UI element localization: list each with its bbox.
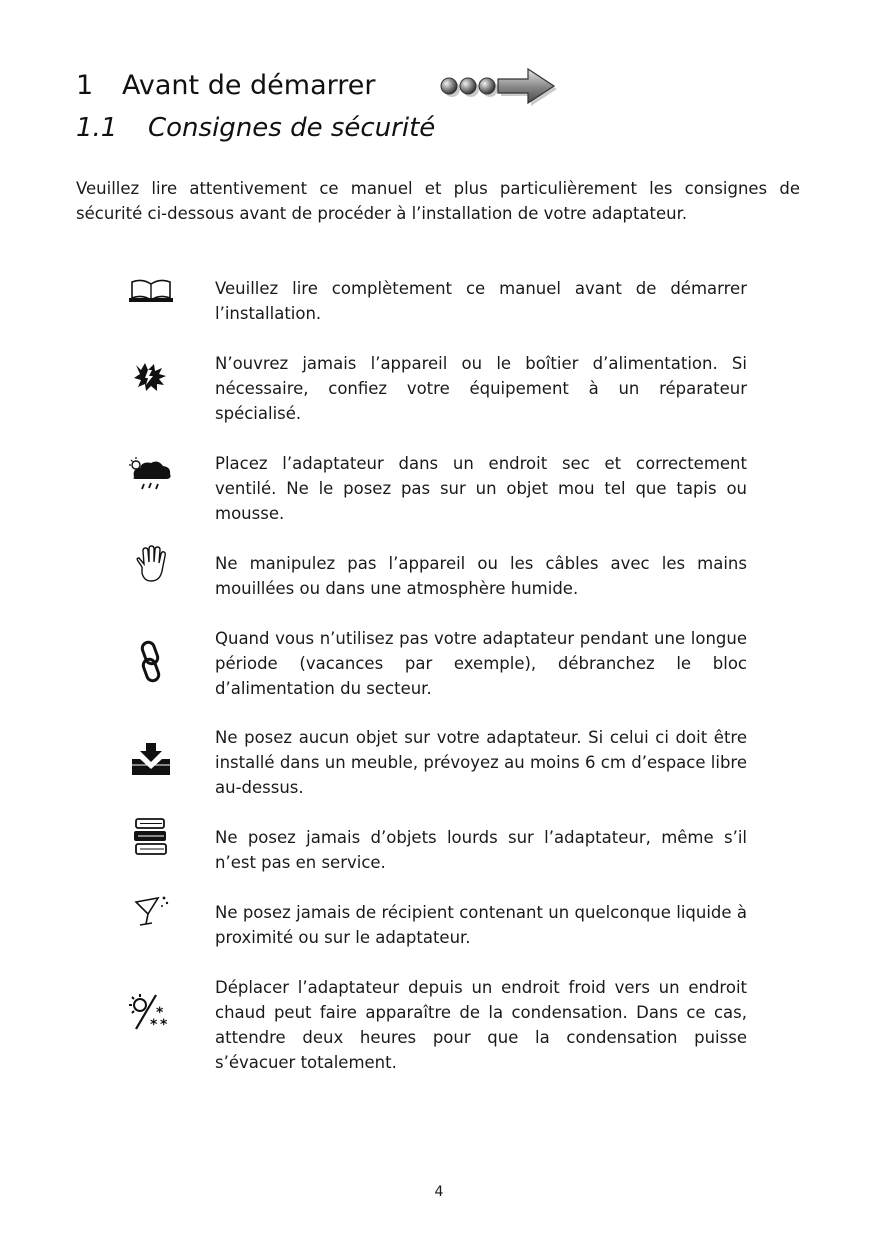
chain-link-icon bbox=[126, 640, 176, 684]
sun-snowflake-icon bbox=[126, 991, 176, 1037]
hand-icon bbox=[126, 545, 176, 585]
electric-shock-icon bbox=[126, 361, 176, 401]
section-number: 1.1 bbox=[76, 113, 118, 143]
safety-item-text: Quand vous n’utilisez pas votre adaptateur pendant une longue période (vacances par exemple), débranchez le bloc d’alimentation du secteur. bbox=[215, 629, 747, 698]
safety-item-text: Ne posez jamais de récipient contenant un quelconque liquide à proximité ou sur le adaptateur. bbox=[215, 903, 747, 947]
svg-text:*: * bbox=[150, 1017, 158, 1033]
arrow-decoration-icon bbox=[436, 64, 564, 110]
safety-item-text: N’ouvrez jamais l’appareil ou le boîtier d’alimentation. Si nécessaire, confiez votre équipement à un réparateur spécialisé. bbox=[215, 354, 747, 423]
stacked-books-icon bbox=[126, 815, 176, 859]
safety-item-text: Ne posez jamais d’objets lourds sur l’adaptateur, même s’il n’est pas en service. bbox=[215, 828, 747, 872]
section-title: Consignes de sécurité bbox=[148, 113, 436, 143]
cocktail-glass-icon bbox=[126, 894, 176, 934]
down-arrow-box-icon bbox=[126, 741, 176, 781]
page-number: 4 bbox=[434, 1184, 444, 1200]
safety-item-text: Veuillez lire complètement ce manuel avant de démarrer l’installation. bbox=[215, 279, 747, 323]
safety-item-text: Déplacer l’adaptateur depuis un endroit froid vers un endroit chaud peut faire apparaître de la condensation. Dans ce cas, attendre deux heures pour que la condensation puisse s’évacuer totalement. bbox=[215, 978, 747, 1072]
safety-item-text: Ne posez aucun objet sur votre adaptateur. Si celui ci doit être installé dans un meuble, prévoyez au moins 6 cm d’espace libre au-dessus. bbox=[215, 728, 747, 797]
intro-paragraph: Veuillez lire attentivement ce manuel et plus particulièrement les consignes de sécurité ci-dessous avant de procéder à l’installation de votre adaptateur. bbox=[76, 179, 800, 223]
open-book-icon bbox=[126, 276, 176, 316]
chapter-number: 1 bbox=[76, 70, 94, 101]
safety-item-text: Placez l’adaptateur dans un endroit sec et correctement ventilé. Ne le posez pas sur un objet mou tel que tapis ou mousse. bbox=[215, 454, 747, 523]
chapter-heading bbox=[76, 68, 375, 104]
svg-text:*: * bbox=[160, 1017, 168, 1033]
rain-cloud-icon bbox=[126, 455, 176, 495]
section-heading bbox=[76, 110, 435, 146]
safety-item-text: Ne manipulez pas l’appareil ou les câbles avec les mains mouillées ou dans une atmosphère humide. bbox=[215, 554, 747, 598]
chapter-title: Avant de démarrer bbox=[122, 70, 376, 101]
svg-text:*: * bbox=[156, 1005, 164, 1021]
